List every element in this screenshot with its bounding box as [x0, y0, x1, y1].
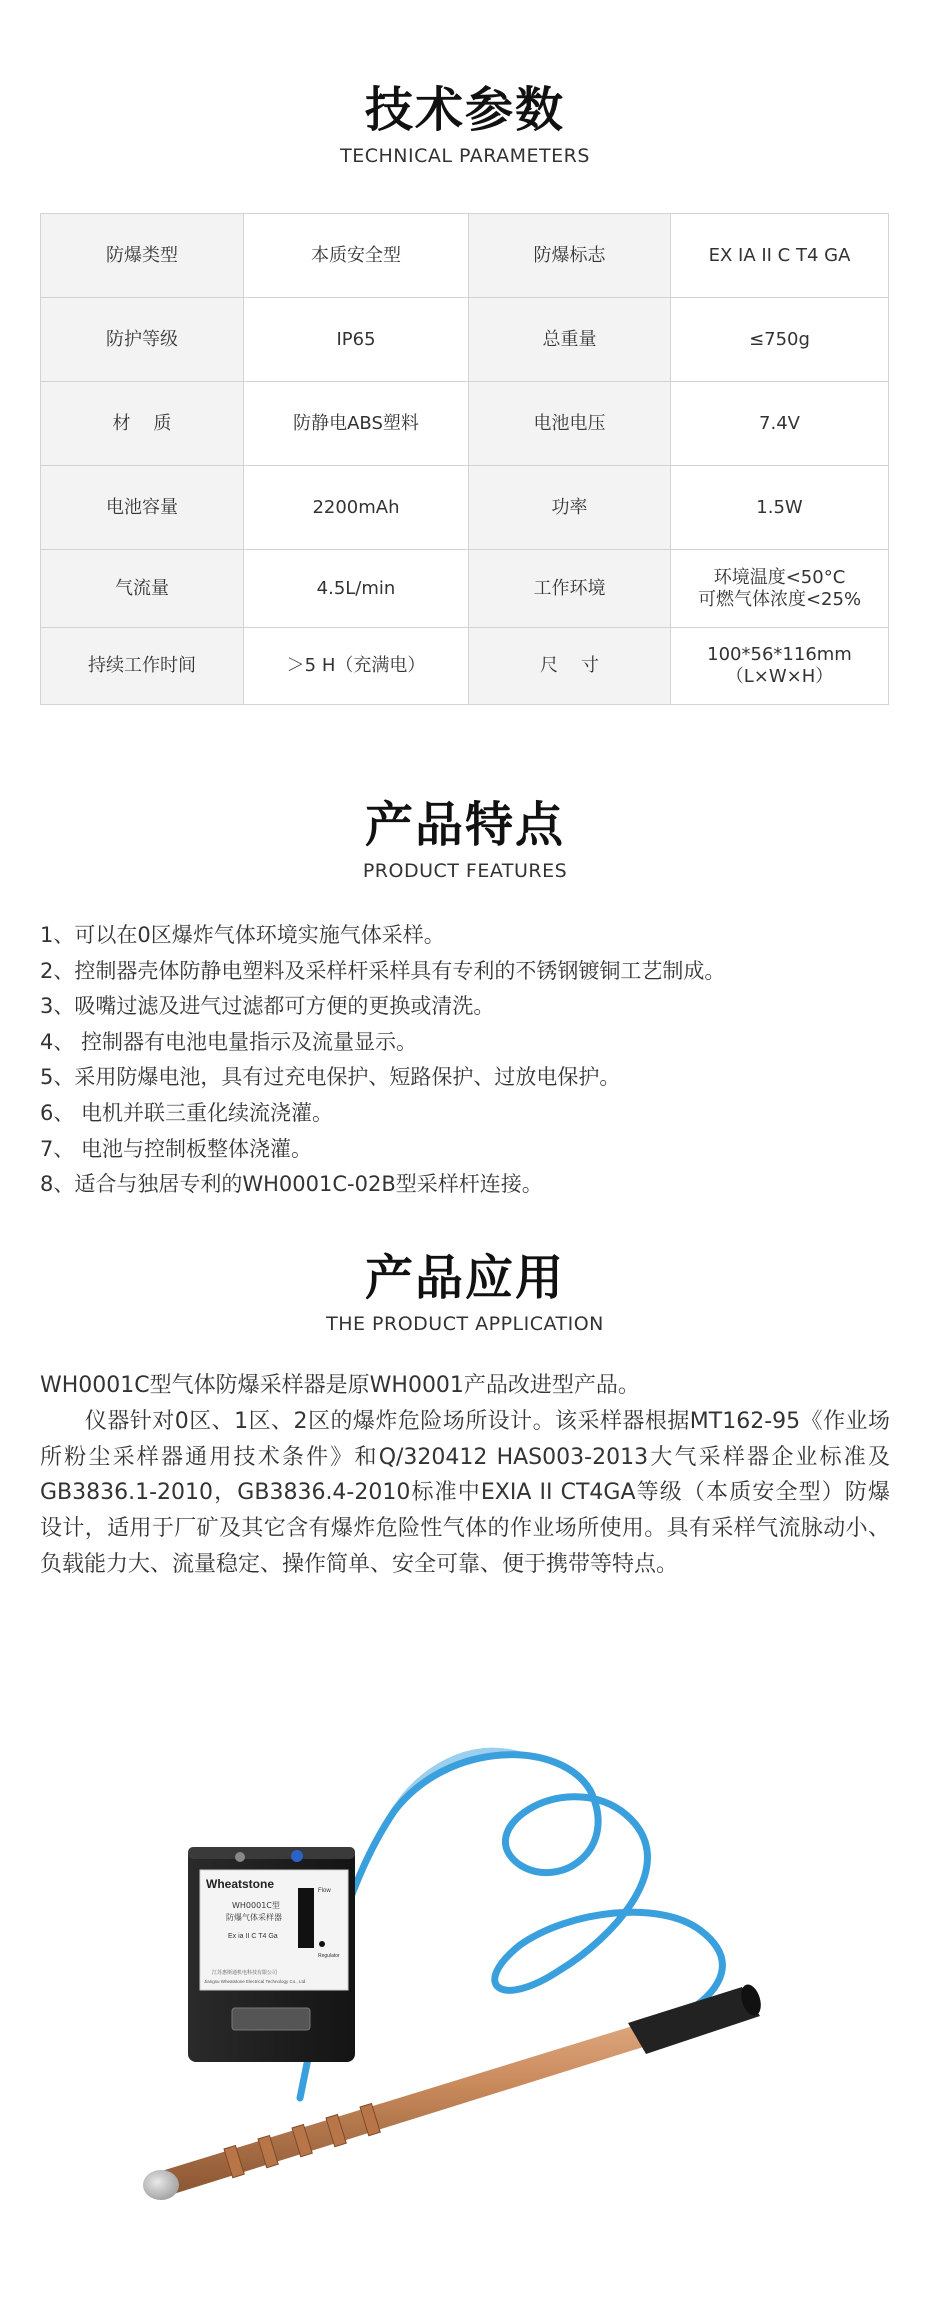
- parameter-row: [41, 628, 889, 705]
- features-list: [40, 918, 900, 1203]
- parameter-value: [244, 466, 469, 550]
- parameter-value: [244, 628, 469, 705]
- features-header: [0, 797, 930, 883]
- parameter-value: [671, 550, 889, 628]
- parameter-name: 工作环境: [469, 550, 671, 628]
- application-paragraph-1: WH0001C型气体防爆采样器是原WH0001产品改进型产品。: [40, 1373, 640, 1398]
- flow-meter: [298, 1888, 314, 1948]
- parameter-value-line: ＞5 H（充满电）: [286, 655, 426, 676]
- application-subtitle: THE PRODUCT APPLICATION: [326, 1313, 604, 1335]
- feature-item: 4、 控制器有电池电量指示及流量显示。: [40, 1029, 418, 1054]
- application-text: [40, 1368, 890, 1583]
- parameter-name: 防护等级: [41, 298, 244, 382]
- parameter-value-line: 2200mAh: [312, 496, 400, 518]
- parameter-name: 材 质: [41, 382, 244, 466]
- parameter-name: 电池电压: [469, 382, 671, 466]
- parameter-value: [671, 214, 889, 298]
- parameter-value: [244, 382, 469, 466]
- parameter-value: [671, 466, 889, 550]
- technical-title: 技术参数: [364, 82, 565, 138]
- parameter-value-line: ≤750g: [749, 328, 810, 350]
- parameter-value-line: 可燃气体浓度<25%: [697, 588, 862, 610]
- parameter-value-line: 环境温度<50°C: [713, 566, 846, 588]
- parameter-value: [244, 550, 469, 628]
- parameter-value-line: 4.5L/min: [316, 577, 396, 599]
- parameter-value: [244, 298, 469, 382]
- features-subtitle: PRODUCT FEATURES: [362, 860, 568, 882]
- parameter-name: 电池容量: [41, 466, 244, 550]
- parameter-row: [41, 382, 889, 466]
- sampler-illustration: [0, 1680, 930, 2220]
- parameter-name: 持续工作时间: [41, 628, 244, 705]
- company-en-label: Jiangsu Wheatstone Electrical Technology Co., Ltd: [204, 1979, 306, 1984]
- parameter-value: [671, 382, 889, 466]
- battery-display: [232, 2008, 310, 2030]
- regulator-label: Regulator: [318, 1953, 340, 1959]
- device-name-label: 防爆气体采样器: [226, 1913, 282, 1922]
- features-title: 产品特点: [364, 797, 565, 853]
- parameter-value: [671, 298, 889, 382]
- feature-item: 2、控制器壳体防静电塑料及采样杆采样具有专利的不锈钢镀铜工艺制成。: [40, 958, 726, 983]
- parameter-value-line: EX IA II C T4 GA: [708, 244, 851, 266]
- company-zh-label: 江苏惠斯通机电科技有限公司: [212, 1970, 278, 1976]
- feature-item: 8、适合与独居专利的WH0001C-02B型采样杆连接。: [40, 1172, 543, 1197]
- parameter-value-line: 100*56*116mm: [707, 644, 852, 665]
- feature-item: 3、吸嘴过滤及进气过滤都可方便的更换或清洗。: [40, 994, 495, 1019]
- filter-tip-icon: [143, 2170, 179, 2200]
- application-header: [0, 1250, 930, 1336]
- inlet-port-icon: [291, 1850, 303, 1862]
- parameter-value-line: 1.5W: [756, 496, 803, 518]
- parameter-row: [41, 214, 889, 298]
- parameter-name: 防爆类型: [41, 214, 244, 298]
- model-label: WH0001C型: [232, 1901, 280, 1910]
- controller-case: [188, 1847, 355, 2062]
- parameters-table: [40, 213, 889, 705]
- parameter-value: [244, 214, 469, 298]
- parameter-value-line: 7.4V: [759, 412, 800, 434]
- feature-item: 5、采用防爆电池，具有过充电保护、短路保护、过放电保护。: [40, 1065, 621, 1090]
- parameter-row: [41, 550, 889, 628]
- technical-subtitle: TECHNICAL PARAMETERS: [340, 145, 590, 167]
- parameter-name: 防爆标志: [469, 214, 671, 298]
- parameter-value-line: IP65: [336, 328, 376, 350]
- parameter-row: [41, 466, 889, 550]
- parameter-name: 总重量: [469, 298, 671, 382]
- parameter-name: 气流量: [41, 550, 244, 628]
- brand-label: Wheatstone: [206, 1877, 275, 1891]
- parameter-value-line: （L×W×H）: [725, 666, 834, 687]
- parameter-name: 尺 寸: [469, 628, 671, 705]
- feature-item: 6、 电机并联三重化续流浇灌。: [40, 1100, 334, 1125]
- parameter-row: [41, 298, 889, 382]
- application-paragraph-2: 仪器针对0区、1区、2区的爆炸危险场所设计。该采样器根据MT162-95《作业场所粉尘采样器通用技术条件》和Q/320412 HAS003-2013大气采样器企业标准及GB3836.1-2010，GB3836.4-2010标准中EXIA II CT4GA等级（本质安全型）防爆设计，适用于厂矿及其它含有爆炸危险性气体的作业场所使用。具有采样气流脉动小、负载能力大、流量稳定、操作简单、安全可靠、便于携带等特点。: [40, 1408, 890, 1577]
- feature-item: 1、可以在0区爆炸气体环境实施气体采样。: [40, 923, 445, 947]
- regulator-knob-icon: [319, 1941, 325, 1947]
- parameter-name: 功率: [469, 466, 671, 550]
- feature-item: 7、 电池与控制板整体浇灌。: [40, 1136, 313, 1161]
- parameter-value-line: 本质安全型: [311, 244, 401, 266]
- flow-label: Flow: [318, 1888, 331, 1894]
- ex-mark-label: Ex ia II C T4 Ga: [228, 1933, 278, 1940]
- parameter-value-line: 防静电ABS塑料: [293, 412, 419, 434]
- technical-header: [0, 82, 930, 168]
- parameter-value: [671, 628, 889, 705]
- application-title: 产品应用: [364, 1250, 565, 1306]
- product-photo: [0, 1680, 930, 2220]
